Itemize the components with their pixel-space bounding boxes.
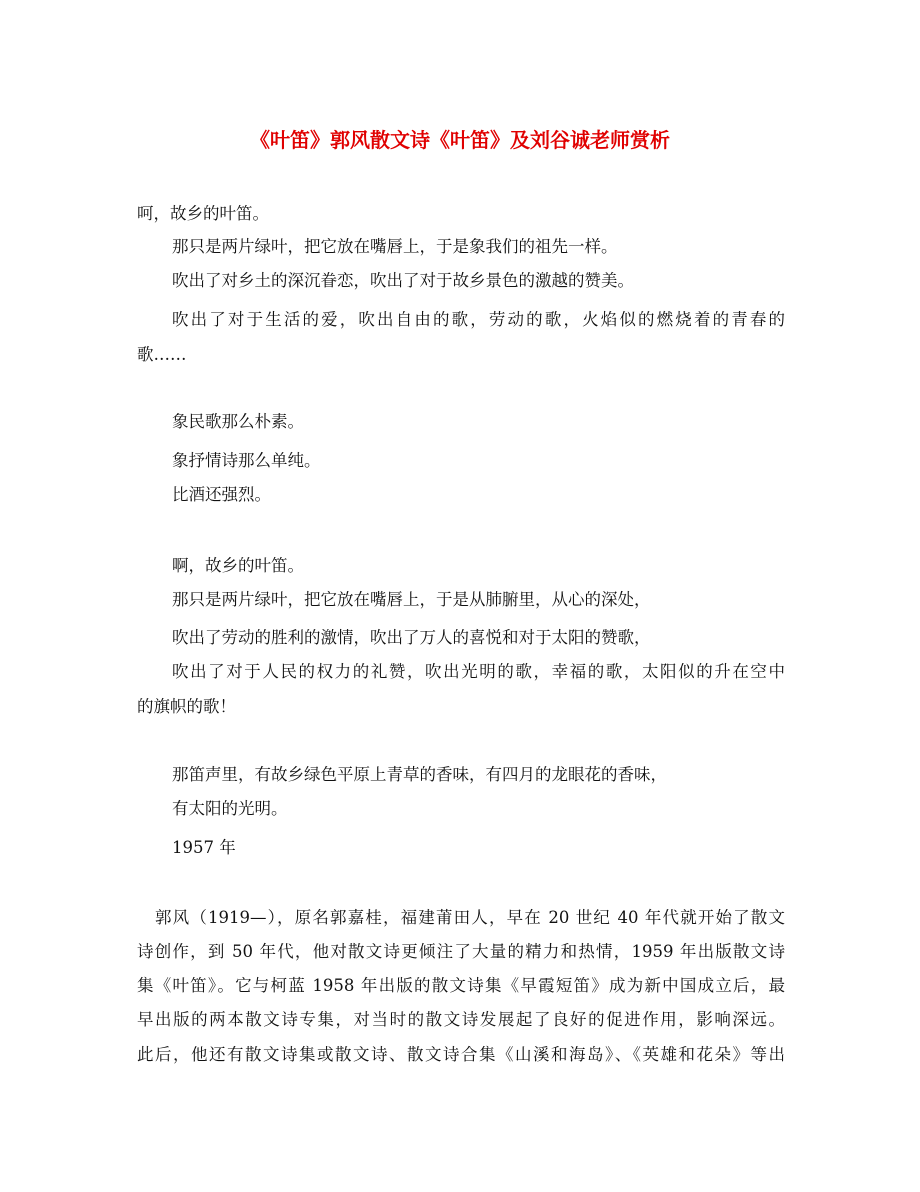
poem-line: 吹出了劳动的胜利的激情，吹出了万人的喜悦和对于太阳的赞歌，: [172, 628, 651, 647]
poem-line: 那只是两片绿叶，把它放在嘴唇上，于是象我们的祖先一样。: [172, 237, 618, 256]
document-title: 《叶笛》郭风散文诗《叶笛》及刘谷诚老师赏析: [250, 128, 670, 152]
poem-line: 的旗帜的歌！: [137, 697, 236, 716]
commentary-line: 早出版的两本散文诗专集，对当时的散文诗发展起了良好的促进作用，影响深远。: [137, 1010, 785, 1029]
commentary-line: 集《叶笛》。它与柯蓝 1958 年出版的散文诗集《早霞短笛》成为新中国成立后，最: [137, 976, 785, 995]
poem-line: 吹出了对于人民的权力的礼赞，吹出光明的歌，幸福的歌，太阳似的升在空中: [172, 662, 785, 681]
poem-date: 1957 年: [172, 838, 236, 857]
poem-line: 比酒还强烈。: [172, 485, 271, 504]
poem-line: 歌……: [137, 345, 187, 364]
commentary-line: 郭风（1919—），原名郭嘉桂，福建莆田人，早在 20 世纪 40 年代就开始了散文: [155, 908, 785, 927]
poem-line: 吹出了对于生活的爱，吹出自由的歌，劳动的歌，火焰似的燃烧着的青春的: [172, 310, 785, 329]
commentary-line: 此后，他还有散文诗集或散文诗、散文诗合集《山溪和海岛》、《英雄和花朵》等出: [137, 1045, 785, 1064]
commentary-line: 诗创作，到 50 年代，他对散文诗更倾注了大量的精力和热情，1959 年出版散文诗: [137, 942, 785, 961]
poem-line: 啊，故乡的叶笛。: [172, 556, 304, 575]
poem-line: 象抒情诗那么单纯。: [172, 451, 321, 470]
poem-line: 象民歌那么朴素。: [172, 412, 304, 431]
poem-line: 吹出了对乡土的深沉眷恋，吹出了对于故乡景色的激越的赞美。: [172, 271, 634, 290]
poem-line: 有太阳的光明。: [172, 799, 288, 818]
poem-line: 那只是两片绿叶，把它放在嘴唇上，于是从肺腑里，从心的深处，: [172, 590, 651, 609]
poem-line: 那笛声里，有故乡绿色平原上青草的香味，有四月的龙眼花的香味，: [172, 765, 667, 784]
poem-line: 呵，故乡的叶笛。: [137, 204, 269, 223]
